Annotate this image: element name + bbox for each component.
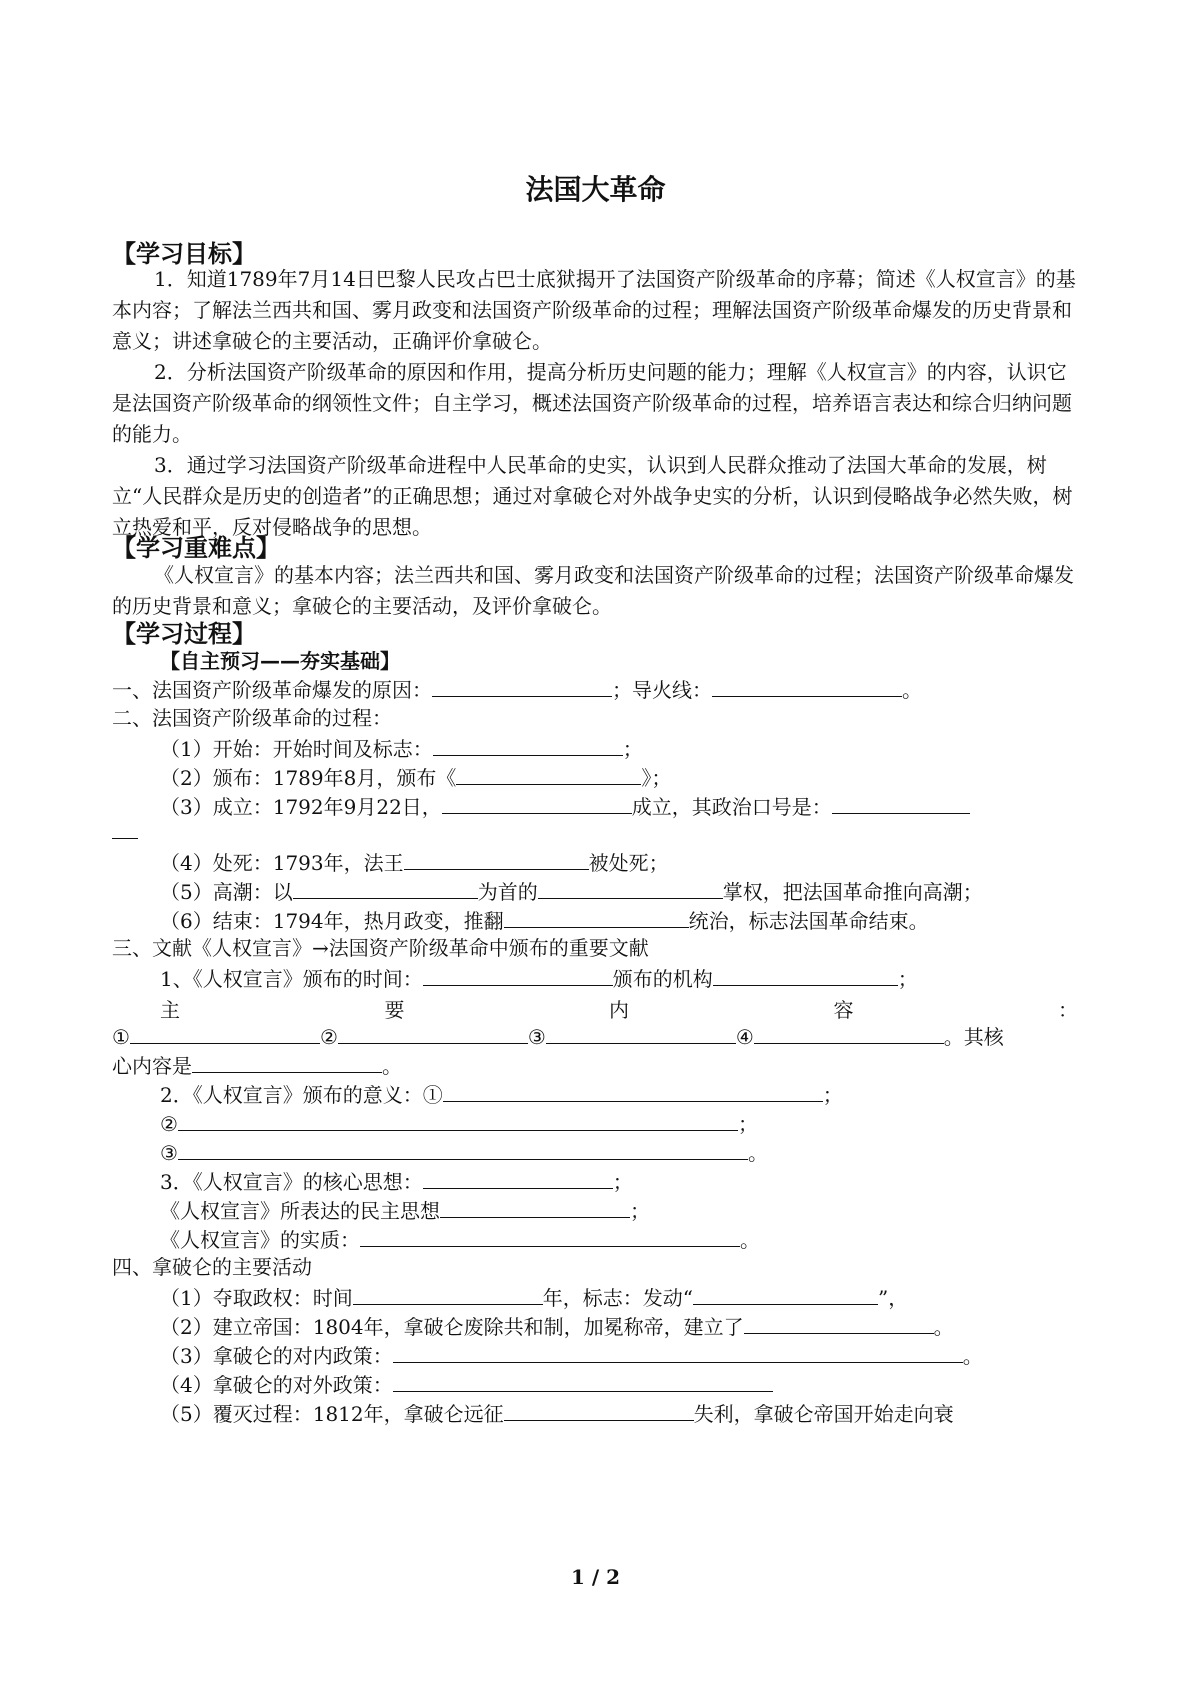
question-text: （4）拿破仑的对外政策： bbox=[160, 1373, 393, 1397]
main-content-label bbox=[160, 994, 1078, 1023]
fill-blank[interactable] bbox=[693, 1284, 878, 1305]
section-heading-key-points: 【学习重难点】 bbox=[112, 534, 280, 562]
question-text: （1）夺取政权：时间 bbox=[160, 1286, 353, 1310]
question-text: 。 bbox=[902, 678, 922, 702]
page-number: 1 / 2 bbox=[570, 1565, 621, 1589]
question-text: ； bbox=[737, 1112, 758, 1136]
goal-paragraph: 2．分析法国资产阶级革命的原因和作用，提高分析历史问题的能力；理解《人权宣言》的内容，认识它是法国资产阶级革命的纲领性文件；自主学习，概述法国资产阶级革命的过程，培养语言表达和综合归纳问题的能力。 bbox=[112, 360, 1072, 446]
fill-blank[interactable] bbox=[192, 1052, 382, 1073]
question-text: 。 bbox=[962, 1344, 983, 1368]
fill-blank[interactable] bbox=[442, 793, 632, 814]
question-text: 成立，其政治口号是： bbox=[631, 795, 832, 819]
question-1 bbox=[112, 676, 922, 702]
question-2-item-4 bbox=[160, 849, 669, 875]
question-text: （5）高潮：以 bbox=[160, 880, 293, 904]
question-text: 年，标志：发动“ bbox=[542, 1286, 693, 1310]
goals-text bbox=[112, 264, 1086, 543]
fill-blank[interactable] bbox=[353, 1284, 543, 1305]
question-3-core bbox=[112, 1052, 402, 1078]
fill-blank[interactable] bbox=[538, 878, 723, 899]
question-text: 被处死； bbox=[588, 851, 669, 875]
question-3-item-2-b bbox=[160, 1110, 758, 1136]
fill-blank[interactable] bbox=[546, 1023, 736, 1044]
question-text: ； bbox=[822, 1083, 843, 1107]
question-3-item-3-c bbox=[160, 1226, 760, 1252]
section-heading-goals: 【学习目标】 bbox=[112, 240, 256, 268]
question-4-item-1 bbox=[160, 1284, 908, 1310]
section-heading-process: 【学习过程】 bbox=[112, 620, 256, 648]
circled-number: ① bbox=[112, 1025, 130, 1049]
question-text: 1、《人权宣言》颁布的时间： bbox=[160, 967, 423, 991]
label-char: 内 bbox=[609, 998, 629, 1022]
question-text: ； bbox=[897, 967, 918, 991]
fill-blank[interactable] bbox=[178, 1139, 748, 1160]
fill-blank[interactable] bbox=[423, 1168, 613, 1189]
question-text: （1）开始：开始时间及标志： bbox=[160, 737, 433, 761]
question-text: 颁布的机构 bbox=[612, 967, 713, 991]
label-char: ： bbox=[1058, 998, 1078, 1022]
question-2-item-3 bbox=[160, 793, 970, 819]
fill-blank[interactable] bbox=[360, 1226, 740, 1247]
fill-blank[interactable] bbox=[112, 818, 138, 839]
page-title: 法国大革命 bbox=[525, 173, 666, 206]
goal-paragraph: 3．通过学习法国资产阶级革命进程中人民革命的史实，认识到人民群众推动了法国大革命的发展，树立“人民群众是历史的创造者”的正确思想；通过对拿破仑对外战争史实的分析，认识到侵略战争必然失败，树立热爱和平，反对侵略战争的思想。 bbox=[112, 453, 1073, 539]
label-char: 主 bbox=[160, 998, 180, 1022]
question-text: （3）拿破仑的对内政策： bbox=[160, 1344, 393, 1368]
question-text: ；导火线： bbox=[612, 678, 712, 702]
fill-blank[interactable] bbox=[440, 1197, 630, 1218]
question-text: 。 bbox=[740, 1228, 760, 1252]
question-text: ”， bbox=[877, 1286, 909, 1310]
question-3-item-1 bbox=[160, 965, 918, 991]
question-4-item-5 bbox=[160, 1400, 954, 1426]
question-text: （2）颁布：1789年8月，颁布《 bbox=[160, 766, 457, 790]
question-3-item-2 bbox=[160, 1081, 843, 1107]
circled-number: ③ bbox=[160, 1141, 178, 1165]
question-text: 。 bbox=[382, 1054, 402, 1078]
question-text: 掌权，把法国革命推向高潮； bbox=[722, 880, 983, 904]
fill-blank[interactable] bbox=[832, 793, 970, 814]
question-text: 心内容是 bbox=[112, 1054, 192, 1078]
fill-blank[interactable] bbox=[754, 1023, 944, 1044]
question-4-item-2 bbox=[160, 1313, 954, 1339]
question-text: 。其核 bbox=[943, 1025, 1004, 1049]
question-text: 为首的 bbox=[477, 880, 538, 904]
fill-blank[interactable] bbox=[744, 1313, 934, 1334]
fill-blank[interactable] bbox=[130, 1023, 320, 1044]
goal-paragraph: 1．知道1789年7月14日巴黎人民攻占巴士底狱揭开了法国资产阶级革命的序幕；简述《人权宣言》的基本内容；了解法兰西共和国、雾月政变和法国资产阶级革命的过程；理解法国资产阶级革命爆发的历史背景和意义；讲述拿破仑的主要活动，正确评价拿破仑。 bbox=[112, 267, 1076, 353]
fill-blank[interactable] bbox=[293, 878, 478, 899]
question-text: 。 bbox=[933, 1315, 954, 1339]
circled-number: ③ bbox=[527, 1025, 546, 1049]
question-2-item-1 bbox=[160, 735, 643, 761]
fill-blank[interactable] bbox=[504, 1400, 694, 1421]
question-2-item-6 bbox=[160, 907, 929, 933]
question-3-contents bbox=[112, 1023, 1004, 1049]
question-3-item-3-b bbox=[160, 1197, 650, 1223]
fill-blank[interactable] bbox=[713, 965, 898, 986]
label-char: 容 bbox=[833, 998, 854, 1022]
circled-number: ④ bbox=[735, 1025, 754, 1049]
key-points-text bbox=[112, 560, 1086, 622]
question-3-item-3 bbox=[160, 1168, 633, 1194]
fill-blank[interactable] bbox=[393, 1342, 963, 1363]
question-2-item-3-continued bbox=[112, 818, 138, 844]
fill-blank[interactable] bbox=[443, 1081, 823, 1102]
question-2-item-2 bbox=[160, 764, 671, 790]
question-text: 2．《人权宣言》颁布的意义：① bbox=[160, 1083, 443, 1107]
question-text: （6）结束：1794年，热月政变，推翻 bbox=[160, 909, 504, 933]
question-text: 统治，标志法国革命结束。 bbox=[688, 909, 929, 933]
fill-blank[interactable] bbox=[433, 735, 623, 756]
question-text: 》； bbox=[641, 766, 672, 790]
fill-blank[interactable] bbox=[456, 764, 641, 785]
circled-number: ② bbox=[319, 1025, 338, 1049]
question-text: 3．《人权宣言》的核心思想： bbox=[160, 1170, 423, 1194]
question-text: 《人权宣言》所表达的民主思想 bbox=[160, 1199, 440, 1223]
question-text: （3）成立：1792年9月22日， bbox=[160, 795, 442, 819]
fill-blank[interactable] bbox=[393, 1371, 773, 1392]
subheading-preview: 【自主预习——夯实基础】 bbox=[160, 649, 400, 673]
fill-blank[interactable] bbox=[338, 1023, 528, 1044]
circled-number: ② bbox=[160, 1112, 178, 1136]
fill-blank[interactable] bbox=[504, 907, 689, 928]
question-text: （2）建立帝国：1804年，拿破仑废除共和制，加冕称帝，建立了 bbox=[160, 1315, 744, 1339]
question-text: （5）覆灭过程：1812年，拿破仑远征 bbox=[160, 1402, 504, 1426]
question-4-item-3 bbox=[160, 1342, 983, 1368]
fill-blank[interactable] bbox=[178, 1110, 738, 1131]
question-text: 。 bbox=[747, 1141, 768, 1165]
fill-blank[interactable] bbox=[423, 965, 613, 986]
question-text: ； bbox=[630, 1199, 650, 1223]
question-2-heading: 二、法国资产阶级革命的过程： bbox=[112, 706, 392, 730]
question-text: （4）处死：1793年，法王 bbox=[160, 851, 404, 875]
fill-blank[interactable] bbox=[712, 676, 902, 697]
key-points-paragraph: 《人权宣言》的基本内容；法兰西共和国、雾月政变和法国资产阶级革命的过程；法国资产阶级革命爆发的历史背景和意义；拿破仑的主要活动，及评价拿破仑。 bbox=[112, 563, 1074, 618]
question-2-item-5 bbox=[160, 878, 983, 904]
question-4-item-4 bbox=[160, 1371, 773, 1397]
label-char: 要 bbox=[384, 998, 405, 1022]
question-4-heading: 四、拿破仑的主要活动 bbox=[112, 1255, 312, 1279]
question-3-item-2-c bbox=[160, 1139, 768, 1165]
question-text: 失利，拿破仑帝国开始走向衰 bbox=[693, 1402, 954, 1426]
fill-blank[interactable] bbox=[432, 676, 612, 697]
question-3-heading: 三、文献《人权宣言》→法国资产阶级革命中颁布的重要文献 bbox=[112, 936, 649, 960]
question-text: 一、法国资产阶级革命爆发的原因： bbox=[112, 678, 432, 702]
fill-blank[interactable] bbox=[404, 849, 589, 870]
question-text: ； bbox=[622, 737, 643, 761]
question-text: ； bbox=[612, 1170, 633, 1194]
question-text: 《人权宣言》的实质： bbox=[160, 1228, 360, 1252]
